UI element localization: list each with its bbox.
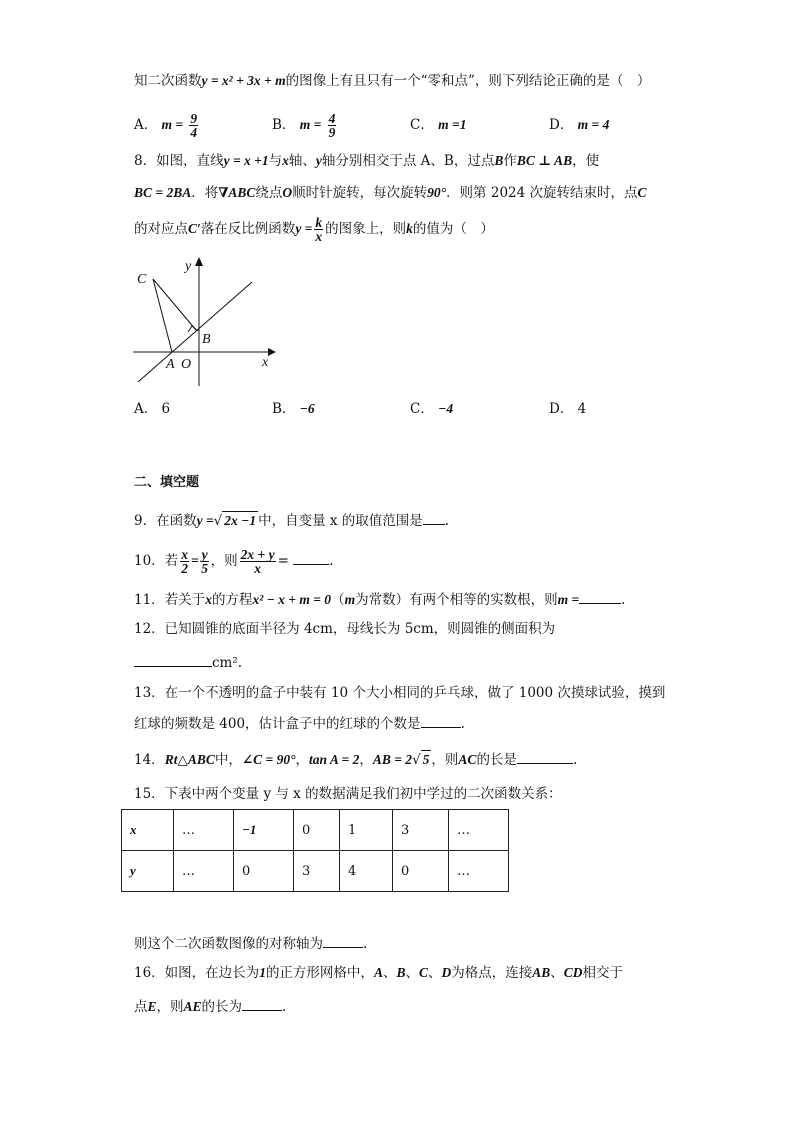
q7-function: y = x² + 3x + m	[201, 73, 286, 88]
q12-line-2: cm².	[134, 652, 242, 672]
q7-option-c[interactable]: C． m =1	[410, 117, 467, 133]
q11: 11．若关于x的方程x² − x + m = 0（m为常数）有两个相等的实数根，则m = .	[134, 589, 625, 609]
answer-blank[interactable]	[293, 550, 329, 565]
q7-stem-text: 知二次函数	[134, 73, 202, 89]
label-b: B	[202, 332, 211, 347]
table-row: y … 0 3 4 0 …	[122, 851, 509, 892]
q7-option-d[interactable]: D． m = 4	[549, 117, 610, 133]
q16-line-1: 16．如图，在边长为1的正方形网格中，A、B、C、D为格点，连接AB、CD相交于	[134, 965, 624, 981]
q12: 12．已知圆锥的底面半径为 4cm，母线长为 5cm，则圆锥的侧面积为	[134, 621, 556, 637]
q16-line-2: 点E，则AE的长为 .	[134, 996, 286, 1016]
table-row: x … −1 0 1 3 …	[122, 810, 509, 851]
q7-stem	[134, 72, 650, 90]
section-heading: 二、填空题	[134, 475, 200, 490]
q10: 10．若 $\frac{x}{2}$ = $\frac{y}{5}$ ，则 $\frac{2x + y}{x}$ = .	[134, 547, 334, 576]
answer-blank[interactable]	[323, 933, 363, 948]
q8-line-2: BC = 2BA．将∇ABC绕点O顺时针旋转，每次旋转90°．则第 2024 次旋转结束时，点C	[134, 185, 647, 201]
label-y: y	[185, 259, 192, 274]
fraction: $\frac{4}{9}$	[328, 111, 336, 140]
label-c: C	[137, 272, 147, 287]
q8-line-3: 的对应点C′落在反比例函数y = $\frac{k}{x}$ 的图象上，则k的值为（ ）	[134, 215, 494, 244]
q8-line-1: 8．如图，直线y = x +1与x轴、y轴分别相交于点 A、B，过点B作BC ⊥ AB，使	[134, 153, 600, 169]
q7-stem-text-2: 的图像上有且只有一个“零和点”，则下列结论正确的是（ ）	[285, 73, 651, 89]
q8-figure	[128, 252, 278, 388]
q13-line-1: 13．在一个不透明的盒子中装有 10 个大小相同的乒乓球，做了 1000 次摸球试验，摸到	[134, 685, 666, 701]
label-x: x	[262, 355, 269, 370]
q7-option-a[interactable]: A． m = $\frac{9}{4}$	[134, 111, 198, 140]
q15-stem: 15．下表中两个变量 y 与 x 的数据满足我们初中学过的二次函数关系：	[134, 786, 562, 802]
y-axis-arrow	[195, 257, 203, 266]
label-a: A	[166, 357, 175, 372]
q9: 9．在函数y =√ 2x −1 中，自变量 x 的取值范围是 .	[134, 510, 449, 530]
q14: 14．Rt△ABC中，∠C = 90°，tan A = 2，AB = 2√ 5 ，则AC的长是 .	[134, 749, 577, 769]
fraction: $\frac{9}{4}$	[190, 111, 198, 140]
answer-blank[interactable]	[421, 713, 461, 728]
answer-blank[interactable]	[423, 510, 445, 525]
q8-option-a[interactable]: A． 6	[134, 401, 171, 417]
answer-blank[interactable]	[134, 652, 212, 667]
q8-option-d[interactable]: D． 4	[549, 401, 587, 417]
q8-option-c[interactable]: C． −4	[410, 401, 454, 417]
answer-blank[interactable]	[242, 996, 282, 1011]
q13-line-2: 红球的频数是 400，估计盒子中的红球的个数是 .	[134, 713, 465, 733]
q8-option-b[interactable]: B． −6	[272, 401, 315, 417]
q7-option-b[interactable]: B． m = $\frac{4}{9}$	[272, 111, 336, 140]
label-o: O	[181, 357, 192, 372]
line-ab	[138, 282, 252, 382]
q15-question: 则这个二次函数图像的对称轴为 .	[134, 933, 367, 953]
q15-table	[121, 809, 509, 892]
answer-blank[interactable]	[579, 589, 621, 604]
x-axis-arrow	[268, 348, 276, 356]
answer-blank[interactable]	[517, 749, 573, 764]
